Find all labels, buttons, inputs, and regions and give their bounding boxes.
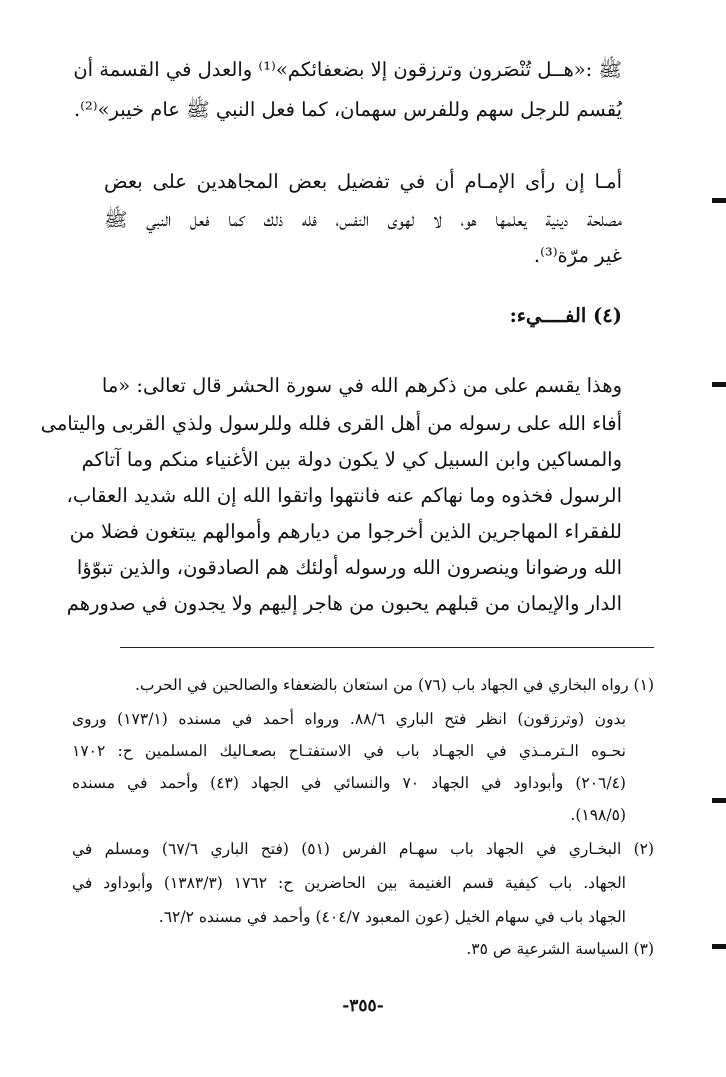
footnote-line: (٢٠٦/٤) وأبوداود في الجهاد ٧٠ والنسائي في الجهاد (٤٣) وأحمد في مسنده	[72, 774, 626, 792]
footnote-line: نحـوه الـترمـذي في الجهـاد باب في الاستفتـاح بصعـاليك المسلمين ح: ١٧٠٢	[72, 742, 626, 760]
margin-mark	[712, 382, 726, 387]
body-line: وهذا يقسم على من ذكرهم الله في سورة الحشر قال تعالى: «ما	[101, 374, 622, 397]
footnote-line: (١) رواه البخاري في الجهاد باب (٧٦) من استعان بالضعفاء والصالحين في الحرب.	[134, 676, 654, 694]
footnote-line: بدون (وترزقون) انظر فتح الباري ٨٨/٦. ورواه أحمد في مسنده (١٧٣/١) وروى	[72, 710, 627, 728]
body-line: ﷺ :«هــل تُنْصَرون وترزقون إلا بضعفائكم»⁽¹⁾ والعدل في القسمة أن	[73, 58, 622, 81]
body-line: أفاء الله على رسوله من أهل القرى فلله وللرسول ولذي القربى واليتامى	[40, 412, 622, 435]
footnote-line: (٣) السياسة الشرعية ص ٣٥.	[466, 940, 654, 958]
margin-mark	[712, 198, 726, 203]
body-line: غير مرّة⁽³⁾.	[533, 244, 622, 267]
section-heading: (٤) الفــــيء:	[509, 304, 622, 327]
footnote-line: الجهاد باب في سهام الخيل (عون المعبود ٤٠٤/٧) وأحمد في مسنده ٦٢/٢.	[158, 908, 626, 926]
footnote-line: الجهاد. باب كيفية قسم الغنيمة بين الحاضرين ح: ١٧٦٢ (١٣٨٣/٣) وأبوداود في	[72, 874, 626, 892]
body-line: يُقسم للرجل سهم وللفرس سهمان، كما فعل النبي ﷺ عام خيبر»⁽²⁾.	[73, 98, 622, 121]
body-line: مصلحة دينية يعلمها هو، لا لهوى النفس، فله ذلك كما فعل النبي ﷺ	[104, 208, 622, 231]
margin-mark	[712, 798, 726, 803]
margin-mark	[712, 944, 726, 949]
footnote-line: (٢) البخـاري في الجهاد باب سهـام الفرس (٥١) (فتح الباري ٦٧/٦) ومسلم في	[72, 840, 655, 858]
body-line: والمساكين وابن السبيل كي لا يكون دولة بين الأغنياء منكم وما آتاكم	[81, 448, 622, 471]
body-line: الله ورضوانا وينصرون الله ورسوله أولئك هم الصادقون، والذين تبوّؤا	[76, 556, 622, 579]
body-line: للفقراء المهاجرين الذين أخرجوا من ديارهم وأموالهم يبتغون فضلا من	[69, 520, 622, 543]
footnote-separator	[120, 647, 654, 648]
body-line: الرسول فخذوه وما نهاكم عنه فانتهوا واتقوا الله إن الله شديد العقاب،	[66, 484, 622, 507]
body-line: أمـا إن رأى الإمـام أن في تفضيل بعض المجاهدين على بعض	[104, 170, 622, 193]
footnote-line: (١٩٨/٥).	[570, 806, 626, 824]
page-number: -٣٥٥-	[342, 996, 384, 1016]
body-line: الدار والإيمان من قبلهم يحبون من هاجر إليهم ولا يجدون في صدورهم	[66, 592, 622, 615]
